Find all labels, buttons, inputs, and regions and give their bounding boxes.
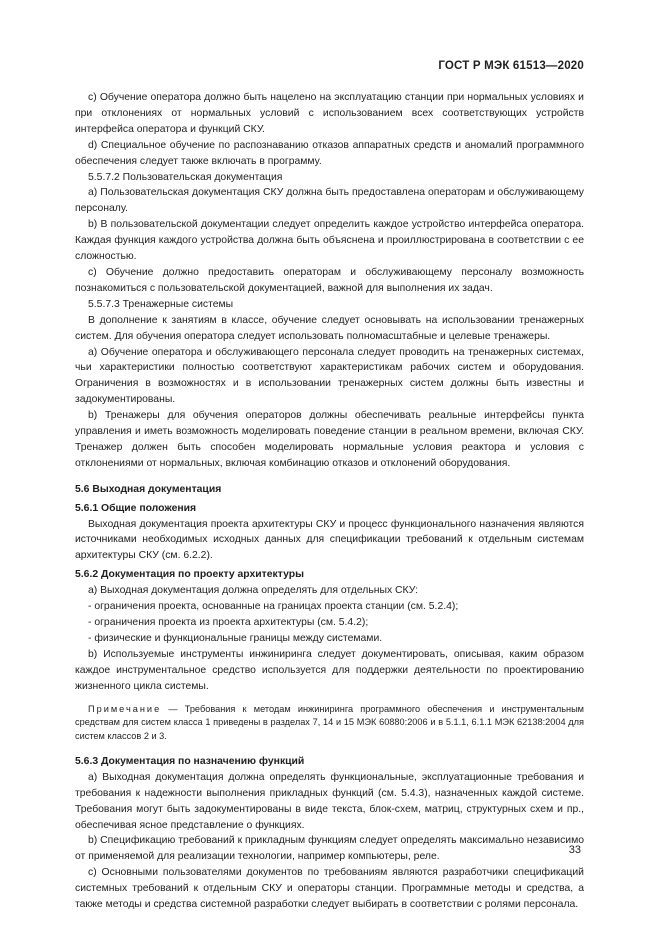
list-item: - физические и функциональные границы между системами. bbox=[88, 632, 383, 644]
note bbox=[75, 703, 584, 744]
note-text: — Требования к методам инжиниринга программного обеспечения и инструментальным средствам для систем класса 1 приведены в разделах 7, 14 и 15 МЭК 60880:2006 и в 5.1.1, 6.1.1 МЭК 62138:2004 для систем классов 2 и 3. bbox=[75, 703, 584, 742]
paragraph: c) Основными пользователями документов по требованиям являются разработчики спецификаций системных требований к отдельным СКУ и операторы станции. Программные методы и средства, а также методы и средства системной разработки следует выбирать в соответствии с ролями персонала. bbox=[75, 867, 584, 911]
list-item: - ограничения проекта из проекта архитектуры (см. 5.4.2); bbox=[88, 617, 369, 628]
paragraph: Выходная документация проекта архитектуры СКУ и процесс функционального назначения являются источниками необходимых исходных данных для спецификации требований к отдельным системам архитектуры СКУ (см. 6.2.2). bbox=[75, 518, 584, 562]
subsection-heading: 5.5.7.3 Тренажерные системы bbox=[88, 298, 234, 310]
section-heading: 5.6.3 Документация по назначению функций bbox=[75, 755, 305, 767]
list-item: - ограничения проекта, основанные на границах проекта станции (см. 5.2.4); bbox=[88, 601, 459, 613]
paragraph: b) Спецификацию требований к прикладным функциям следует определять максимально независимо от применяемой для реализации технологии, например компьютеры, реле. bbox=[75, 835, 584, 863]
paragraph: c) Обучение должно предоставить операторам и обслуживающему персоналу возможность познакомиться с пользовательской документацией, важной для выполнения их задач. bbox=[75, 266, 584, 294]
paragraph: b) Используемые инструменты инжиниринга следует документировать, описывая, каким образом каждое инструментальное средство используется для поддержки деятельности по проектированию жизненного цикла системы. bbox=[75, 648, 584, 692]
document-body bbox=[75, 90, 584, 913]
paragraph: b) В пользовательской документации следует определить каждое устройство интерфейса оператора. Каждая функция каждого устройства должна быть объяснена и проиллюстрирована в соответствии с ее сложностью. bbox=[75, 219, 584, 263]
standard-header: ГОСТ Р МЭК 61513—2020 bbox=[438, 60, 584, 72]
note-label: Примечание bbox=[88, 703, 162, 714]
subsection-heading: 5.5.7.2 Пользовательская документация bbox=[88, 171, 283, 183]
section-heading: 5.6.1 Общие положения bbox=[75, 502, 197, 514]
paragraph: В дополнение к занятиям в классе, обучение следует основывать на использовании тренажерных систем. Для обучения оператора следует использовать полномасштабные и целевые тренажеры. bbox=[75, 314, 584, 342]
paragraph: d) Специальное обучение по распознаванию отказов аппаратных средств и аномалий программного обеспечения следует также включать в программу. bbox=[75, 139, 584, 167]
paragraph: a) Выходная документация должна определять для отдельных СКУ: bbox=[88, 585, 418, 597]
section-heading: 5.6 Выходная документация bbox=[75, 483, 222, 495]
paragraph: c) Обучение оператора должно быть нацелено на эксплуатацию станции при нормальных условиях и при отклонениях от нормальных условий с использованием всех соответствующих устройств интерфейса оператора и функций СКУ. bbox=[75, 92, 584, 135]
paragraph: a) Пользовательская документация СКУ должна быть предоставлена операторам и обслуживающему персоналу. bbox=[75, 187, 584, 215]
paragraph: a) Выходная документация должна определять функциональные, эксплуатационные требования и требования к надежности выполнения прикладных функций (см. 5.4.3), назначенных каждой системе. Требования могут быть задокументированы в виде текста, блок-схем, матриц, структурных схем и пр., обеспечивая ясное представление о функциях. bbox=[75, 771, 584, 831]
paragraph: b) Тренажеры для обучения операторов должны обеспечивать реальные интерфейсы пункта управления и иметь возможность моделировать поведение станции в реальном времени, включая СКУ. Тренажер должен быть способен моделировать нормальные условия реактора и условия с отклонениями от нормальных, включая комбинацию отказов и отклонений оборудования. bbox=[75, 410, 584, 469]
paragraph: a) Обучение оператора и обслуживающего персонала следует проводить на тренажерных системах, чьи характеристики полностью соответствуют характеристикам рабочих систем и оборудования. Ограничения в возможностях и в использовании тренажерных систем должны быть известны и задокументированы. bbox=[75, 346, 584, 406]
section-heading: 5.6.2 Документация по проекту архитектуры bbox=[75, 569, 304, 581]
page-number: 33 bbox=[568, 844, 581, 856]
